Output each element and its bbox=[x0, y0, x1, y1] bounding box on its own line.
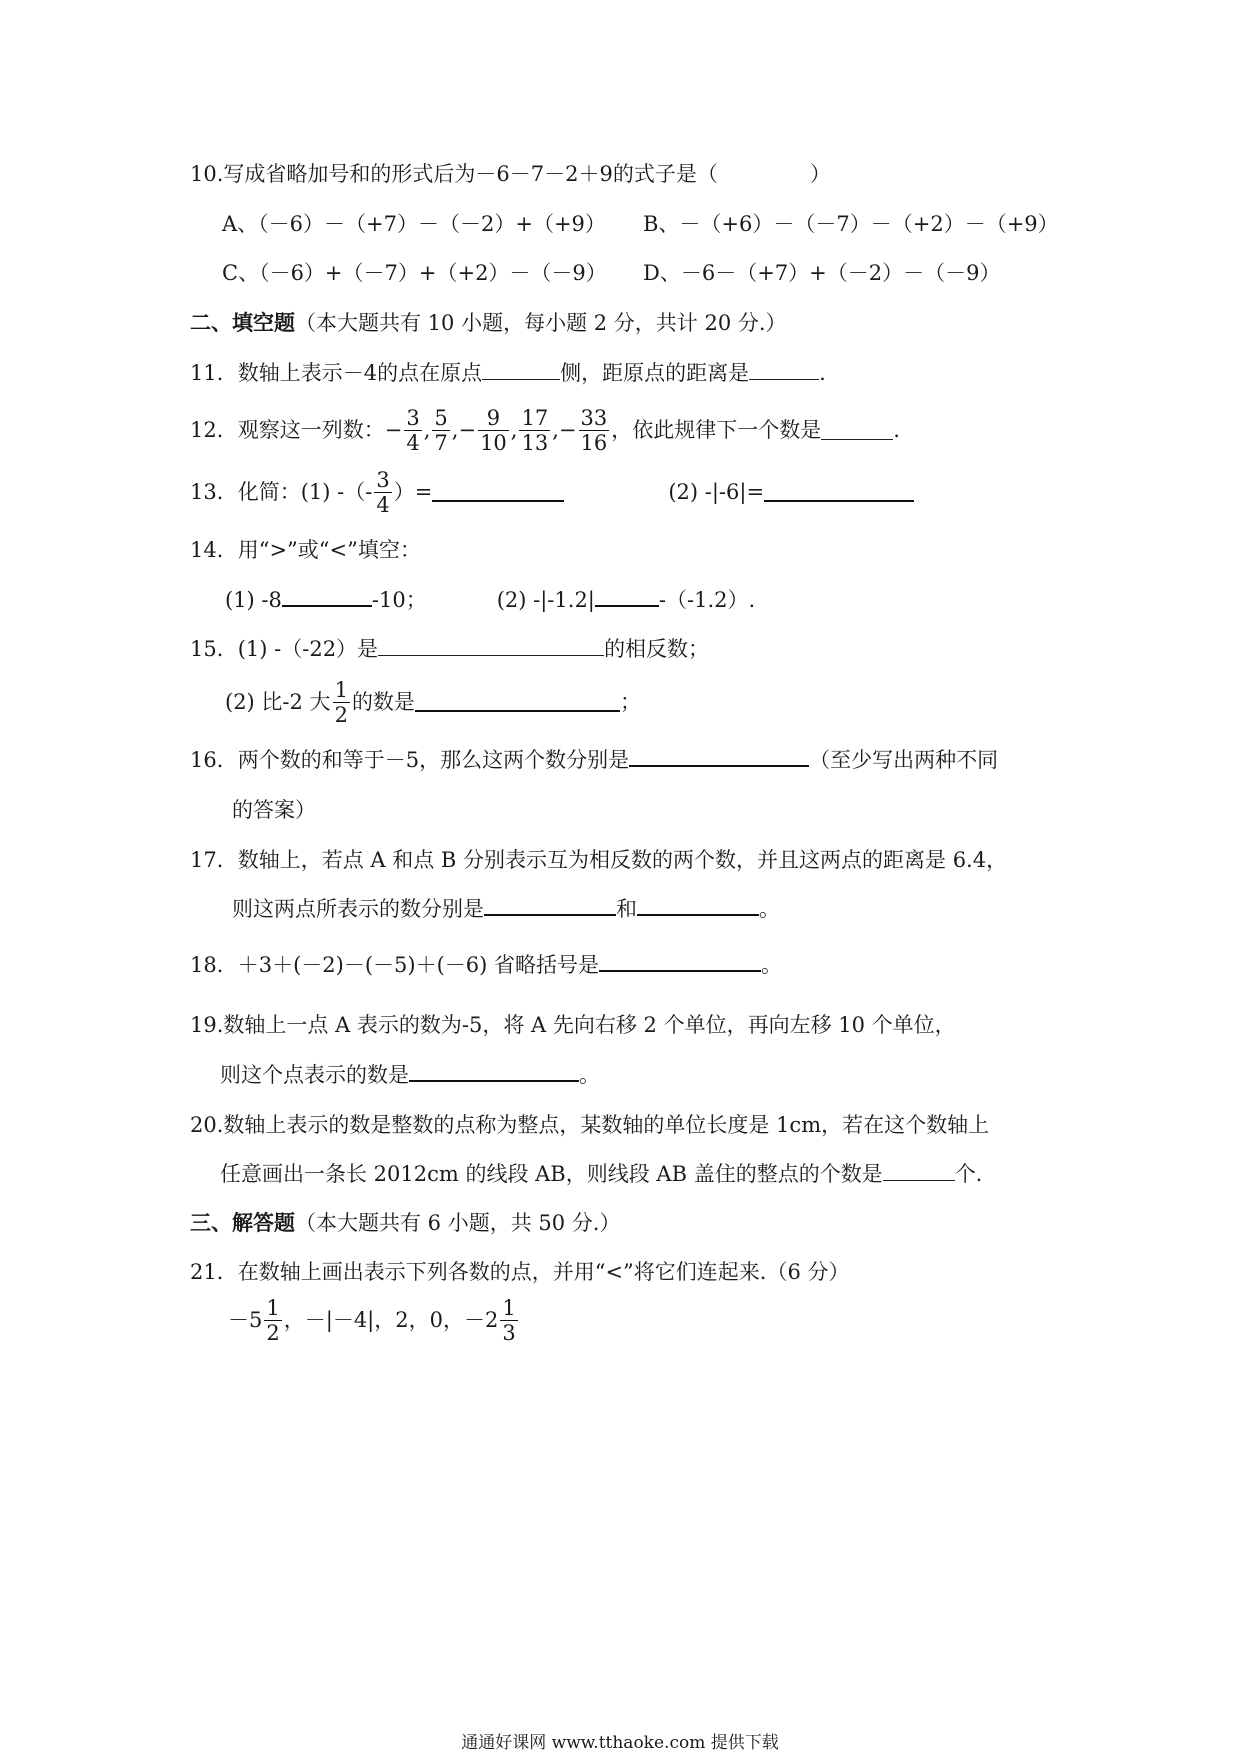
q21-stem: 21．在数轴上画出表示下列各数的点，并用“<”将它们连起来.（6 分） bbox=[190, 1260, 850, 1284]
q10-option-b: B、－（+6）－（－7）－（+2）－（+9） bbox=[643, 212, 1059, 236]
fraction bbox=[264, 1296, 281, 1345]
question-18 bbox=[190, 950, 782, 980]
answer-blank[interactable] bbox=[378, 637, 604, 656]
q12-end: . bbox=[893, 418, 900, 442]
answer-blank[interactable] bbox=[821, 421, 893, 440]
fraction-1 bbox=[404, 406, 421, 455]
question-13 bbox=[190, 462, 914, 522]
fraction-numerator: 3 bbox=[376, 467, 390, 492]
q14-part1-a: (1) -8 bbox=[225, 588, 282, 612]
fraction-denominator: 4 bbox=[406, 430, 420, 455]
q15-part1-b: 的相反数； bbox=[604, 637, 710, 661]
answer-blank[interactable] bbox=[432, 482, 564, 502]
fraction-denominator: 2 bbox=[266, 1320, 280, 1345]
q19-line1: 19.数轴上一点 A 表示的数为-5，将 A 先向右移 2 个单位，再向左移 10 个单位， bbox=[190, 1013, 956, 1037]
question-15-part1 bbox=[190, 634, 709, 664]
question-12 bbox=[190, 400, 900, 460]
answer-blank[interactable] bbox=[415, 692, 620, 712]
section-2-desc: （本大题共有 10 小题，每小题 2 分，共计 20 分.） bbox=[295, 311, 787, 335]
fraction-numerator: 1 bbox=[266, 1295, 280, 1320]
q12-prefix: 12．观察这一列数： bbox=[190, 418, 385, 442]
question-14-parts bbox=[225, 585, 755, 615]
q17-text-b: 则这两点所表示的数分别是 bbox=[232, 897, 484, 921]
fraction bbox=[500, 1296, 517, 1345]
q18-text-b: 。 bbox=[761, 953, 782, 977]
question-20-line2 bbox=[220, 1159, 982, 1189]
q15-part2-b: 的数是 bbox=[351, 690, 415, 714]
q10-option-d: D、－6－（+7）+（－2）－（－9） bbox=[643, 261, 1001, 285]
q12-suffix: ，依此规律下一个数是 bbox=[611, 418, 822, 442]
q15-part1-a: 15．(1) -（-22）是 bbox=[190, 637, 379, 661]
answer-blank[interactable] bbox=[409, 1062, 579, 1082]
q11-text-b: 侧，距原点的距离是 bbox=[560, 361, 750, 385]
q10-stem-end: ） bbox=[809, 162, 831, 186]
section-2-heading bbox=[190, 308, 787, 338]
q20-text-b: 任意画出一条长 2012cm 的线段 AB，则线段 AB 盖住的整点的个数是 bbox=[220, 1162, 883, 1186]
q10-option-a: A、（－6）－（+7）－（－2）+（+9） bbox=[222, 212, 606, 236]
fraction-numerator: 9 bbox=[486, 405, 501, 430]
question-21-numbers bbox=[228, 1290, 520, 1350]
section-3-heading bbox=[190, 1208, 620, 1238]
fraction-denominator: 7 bbox=[434, 430, 448, 455]
q20-text-c: 个. bbox=[954, 1162, 983, 1186]
fraction-denominator: 2 bbox=[334, 702, 348, 727]
q14-part2-b: -（-1.2）. bbox=[658, 588, 756, 612]
minus-sign: − bbox=[384, 418, 403, 442]
answer-blank[interactable] bbox=[595, 587, 659, 607]
answer-blank[interactable] bbox=[629, 747, 809, 767]
fraction-numerator: 33 bbox=[580, 405, 608, 430]
q15-part2-a: (2) 比-2 大 bbox=[225, 690, 331, 714]
section-3-title: 三、解答题 bbox=[190, 1210, 295, 1235]
fraction-numerator: 17 bbox=[521, 405, 549, 430]
answer-blank[interactable] bbox=[749, 361, 819, 380]
question-19-line2 bbox=[220, 1060, 600, 1090]
comma-minus: ,− bbox=[451, 418, 477, 442]
question-16 bbox=[190, 745, 998, 775]
answer-blank[interactable] bbox=[599, 952, 761, 972]
answer-blank[interactable] bbox=[484, 896, 616, 916]
answer-blank[interactable] bbox=[282, 587, 372, 607]
answer-blank[interactable] bbox=[482, 361, 560, 380]
fraction-denominator: 4 bbox=[376, 492, 390, 517]
q13-text-c: (2) -|-6|= bbox=[668, 480, 765, 504]
fraction-4 bbox=[519, 406, 550, 455]
fraction-numerator: 5 bbox=[434, 405, 448, 430]
q19-text-c: 。 bbox=[579, 1063, 600, 1087]
q17-line1: 17．数轴上，若点 A 和点 B 分别表示互为相反数的两个数，并且这两点的距离是 6.4， bbox=[190, 848, 1008, 872]
fraction bbox=[333, 678, 350, 727]
q10-stem-text: 10.写成省略加号和的形式后为－6－7－2＋9的式子是（ bbox=[190, 162, 718, 186]
q16-text-b: （至少写出两种不同 bbox=[809, 748, 999, 772]
answer-blank[interactable] bbox=[764, 482, 914, 502]
answer-blank[interactable] bbox=[883, 1162, 955, 1181]
section-2-title: 二、填空题 bbox=[190, 310, 295, 335]
question-15-part2 bbox=[225, 672, 641, 732]
q11-text-c: . bbox=[819, 361, 826, 385]
question-11 bbox=[190, 358, 826, 388]
fraction-5 bbox=[579, 406, 610, 455]
fraction-numerator: 1 bbox=[502, 1295, 516, 1320]
section-3-desc: （本大题共有 6 小题，共 50 分.） bbox=[295, 1211, 621, 1235]
fraction-denominator: 13 bbox=[521, 430, 549, 455]
fraction-numerator: 1 bbox=[334, 677, 348, 702]
q16-continuation: 的答案） bbox=[232, 798, 316, 822]
comma: , bbox=[510, 418, 518, 442]
comma: , bbox=[423, 418, 431, 442]
fraction-numerator: 3 bbox=[406, 405, 420, 430]
q15-part2-c: ； bbox=[619, 690, 641, 714]
q16-text-a: 16．两个数的和等于－5，那么这两个数分别是 bbox=[190, 748, 630, 772]
q10-stem bbox=[190, 159, 831, 189]
question-17-line2 bbox=[232, 894, 780, 924]
fraction bbox=[374, 468, 391, 517]
q17-text-d: 。 bbox=[759, 897, 780, 921]
q18-text-a: 18．＋3＋(－2)－(－5)＋(－6) 省略括号是 bbox=[190, 953, 599, 977]
comma-minus: ,− bbox=[552, 418, 577, 442]
fraction-3 bbox=[478, 406, 509, 455]
q17-text-c: 和 bbox=[616, 897, 637, 921]
q13-text-b: ）= bbox=[393, 480, 433, 504]
fraction-denominator: 10 bbox=[480, 430, 507, 455]
q19-text-b: 则这个点表示的数是 bbox=[220, 1063, 409, 1087]
q21-number-list: ，－|－4|，2，0，－2 bbox=[283, 1308, 499, 1332]
fraction-denominator: 16 bbox=[580, 430, 608, 455]
q14-part2-a: (2) -|-1.2| bbox=[496, 588, 595, 612]
q13-text-a: 13．化简：(1) -（- bbox=[190, 480, 373, 504]
fraction-denominator: 3 bbox=[502, 1320, 516, 1345]
q14-stem: 14．用“>”或“<”填空： bbox=[190, 538, 421, 562]
mixed-number-whole: －5 bbox=[228, 1308, 263, 1332]
q14-part1-b: -10； bbox=[371, 588, 427, 612]
q10-option-c: C、（－6）+（－7）+（+2）－（－9） bbox=[222, 261, 607, 285]
q20-line1: 20.数轴上表示的数是整数的点称为整点，某数轴的单位长度是 1cm，若在这个数轴上 bbox=[190, 1113, 990, 1137]
q11-text-a: 11．数轴上表示－4的点在原点 bbox=[190, 361, 483, 385]
fraction-2 bbox=[432, 406, 449, 455]
answer-blank[interactable] bbox=[637, 896, 759, 916]
page-footer: 通通好课网 www.tthaoke.com 提供下载 bbox=[461, 1733, 779, 1753]
